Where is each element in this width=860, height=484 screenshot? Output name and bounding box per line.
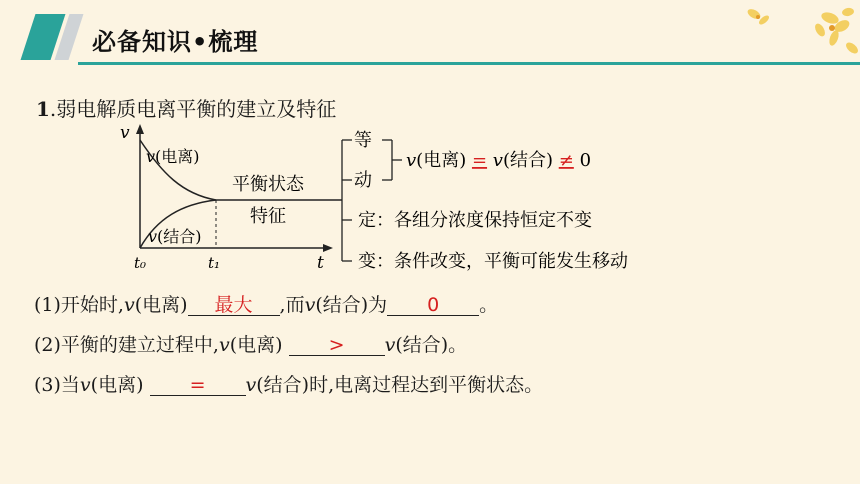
feature-bian: 变：条件改变，平衡可能发生移动 (358, 251, 628, 272)
section-heading: 1.弱电解质电离平衡的建立及特征 (36, 97, 337, 121)
answer-blank-2: 0 (387, 295, 479, 316)
ionization-equilibrium-diagram (112, 118, 712, 278)
feature-ding: 定：各组分浓度保持恒定不变 (358, 210, 592, 231)
feature-label: 特征 (250, 206, 286, 227)
question-3: (3)当v(电离) = v(结合)时,电离过程达到平衡状态。 (34, 374, 544, 396)
t0-label: t₀ (134, 254, 147, 272)
feature-dong: 动 (354, 170, 372, 191)
axis-label-t: t (317, 253, 324, 273)
feature-deng: 等 (354, 130, 372, 151)
answer-blank-1: 最大 (188, 295, 280, 316)
axis-label-v: v (120, 123, 130, 143)
equilibrium-state-label: 平衡状态 (232, 174, 304, 195)
answer-blank-4: = (150, 375, 246, 396)
page-title: 必备知识•梳理 (92, 28, 259, 56)
flower-decoration (730, 0, 860, 90)
question-1: (1)开始时,v(电离) 最大 ,而v(结合)为 0 。 (34, 294, 499, 316)
question-2: (2)平衡的建立过程中,v(电离) > v(结合)。 (34, 334, 468, 356)
equality-statement: v(电离) = v(结合) ≠ 0 (406, 150, 592, 171)
curve-label-ionize: v(电离) (146, 147, 200, 166)
t1-label: t₁ (208, 254, 221, 272)
answer-blank-3: > (289, 335, 385, 356)
curve-label-combine: v(结合) (148, 227, 202, 246)
equal-sign: = (471, 150, 488, 171)
not-equal-sign: ≠ (558, 150, 574, 171)
